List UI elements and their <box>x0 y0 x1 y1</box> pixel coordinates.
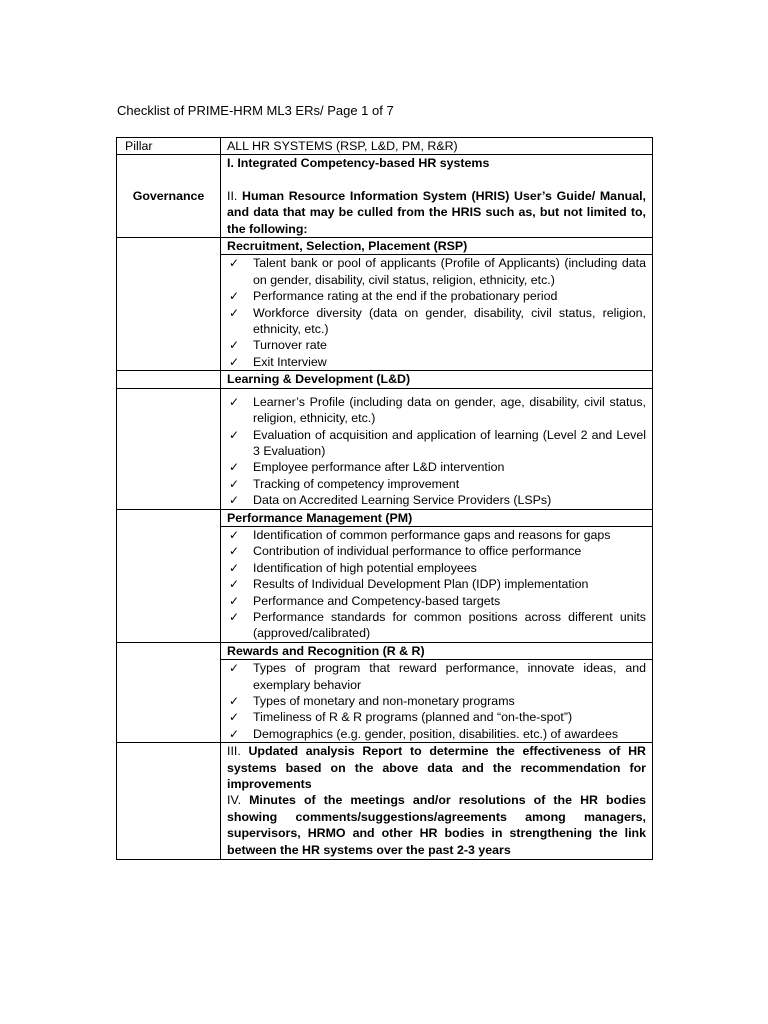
rsp-items-cell <box>221 255 653 371</box>
rr-title: Rewards and Recognition (R & R) <box>221 642 653 659</box>
checkmark-icon: ✓ <box>229 427 240 442</box>
analysis-pillar-cell <box>117 743 221 860</box>
checklist-item <box>227 527 646 543</box>
checklist-item-text: Performance rating at the end if the probationary period <box>253 289 558 304</box>
governance-label: Governance <box>117 155 221 238</box>
checkmark-icon: ✓ <box>229 661 240 676</box>
checklist-item-text: Learner’s Profile (including data on gender, age, disability, civil status, religion, ethnicity, etc.) <box>253 394 646 426</box>
checklist-item-text: Results of Individual Development Plan (IDP) implementation <box>253 577 589 592</box>
checklist-item-text: Identification of high potential employees <box>253 560 477 575</box>
item-4-text: Minutes of the meetings and/or resolutions of the HR bodies showing comments/suggestions/agreements among managers, supervisors, HRMO and other HR bodies in strengthening the link between the HR systems over the past 2-3 years <box>227 793 646 857</box>
checkmark-icon: ✓ <box>229 394 240 409</box>
checklist-item <box>227 593 646 609</box>
checklist-item <box>227 305 646 338</box>
checkmark-icon: ✓ <box>229 593 240 608</box>
checkmark-icon: ✓ <box>229 476 240 491</box>
checklist-item-text: Turnover rate <box>253 338 327 353</box>
checklist-item-text: Performance and Competency-based targets <box>253 593 501 608</box>
checklist-item-text: Employee performance after L&D intervention <box>253 460 505 475</box>
rr-items-cell <box>221 660 653 743</box>
checklist-item-text: Identification of common performance gaps and reasons for gaps <box>253 527 611 542</box>
page-title: Checklist of PRIME-HRM ML3 ERs/ Page 1 of 7 <box>117 103 394 118</box>
ld-title: Learning & Development (L&D) <box>221 371 653 388</box>
checklist-item <box>227 709 646 725</box>
rsp-header-row <box>117 238 653 255</box>
rr-list <box>227 660 646 742</box>
pillar-header: Pillar <box>117 138 221 155</box>
item-2-text: Human Resource Information System (HRIS) User’s Guide/ Manual, and data that may be culled from the HRIS such as, but not limited to, the following: <box>227 188 646 236</box>
table-header-row <box>117 138 653 155</box>
checkmark-icon: ✓ <box>229 305 240 320</box>
checklist-item-text: Demographics (e.g. gender, position, disabilities. etc.) of awardees <box>253 726 619 741</box>
item-3-number: III. <box>227 744 241 759</box>
item-4-number: IV. <box>227 793 242 808</box>
spacer <box>227 172 646 188</box>
checklist-item <box>227 609 646 642</box>
governance-row <box>117 155 653 238</box>
checklist-item <box>227 543 646 559</box>
rsp-pillar-cell <box>117 238 221 371</box>
checkmark-icon: ✓ <box>229 694 240 708</box>
checklist-item-text: Evaluation of acquisition and application of learning (Level 2 and Level 3 Evaluation) <box>253 427 646 458</box>
analysis-content <box>221 743 653 860</box>
ld-pillar-cell-2 <box>117 388 221 509</box>
checklist-item-text: Data on Accredited Learning Service Providers (LSPs) <box>253 493 552 508</box>
checklist-item <box>227 693 646 709</box>
item-1: I. Integrated Competency-based HR systems <box>227 156 490 171</box>
governance-content <box>221 155 653 238</box>
item-3-text: Updated analysis Report to determine the effectiveness of HR systems based on the above data and the recommendation for improvements <box>227 744 647 792</box>
checkmark-icon: ✓ <box>229 338 240 353</box>
checklist-item <box>227 660 646 693</box>
checkmark-icon: ✓ <box>229 256 240 271</box>
rsp-list <box>227 255 646 370</box>
checkmark-icon: ✓ <box>229 460 240 475</box>
checklist-item <box>227 354 646 370</box>
checkmark-icon: ✓ <box>229 577 240 592</box>
checkmark-icon: ✓ <box>229 710 240 725</box>
checklist-item-text: Talent bank or pool of applicants (Profile of Applicants) (including data on gender, disability, civil status, religion, ethnicity, etc.) <box>253 256 646 287</box>
pm-list <box>227 527 646 642</box>
rsp-title: Recruitment, Selection, Placement (RSP) <box>221 238 653 255</box>
item-2 <box>227 188 646 237</box>
checklist-item-text: Workforce diversity (data on gender, disability, civil status, religion, ethnicity, etc.) <box>253 305 646 337</box>
checklist-item-text: Exit Interview <box>253 354 327 369</box>
ld-items-row <box>117 388 653 509</box>
checklist-item <box>227 394 646 427</box>
checklist-item-text: Contribution of individual performance to office performance <box>253 544 582 559</box>
pm-header-row <box>117 509 653 526</box>
checklist-item <box>227 476 646 492</box>
checkmark-icon: ✓ <box>229 354 240 369</box>
checklist-item-text: Types of program that reward performance, innovate ideas, and exemplary behavior <box>253 661 646 692</box>
checkmark-icon: ✓ <box>229 609 240 624</box>
checklist-item-text: Tracking of competency improvement <box>253 476 460 491</box>
checklist-item <box>227 337 646 353</box>
ld-list <box>227 394 646 509</box>
checklist-item <box>227 427 646 460</box>
pm-title: Performance Management (PM) <box>221 509 653 526</box>
checkmark-icon: ✓ <box>229 726 240 741</box>
checklist-item <box>227 255 646 288</box>
ld-header-row <box>117 371 653 388</box>
pm-items-cell <box>221 526 653 642</box>
item-2-number: II. <box>227 188 238 203</box>
checklist-item-text: Timeliness of R & R programs (planned and “on-the-spot”) <box>253 710 573 725</box>
checklist-item <box>227 560 646 576</box>
checklist-item <box>227 576 646 592</box>
item-4 <box>227 792 646 858</box>
checkmark-icon: ✓ <box>229 560 240 575</box>
checklist-item <box>227 726 646 742</box>
checklist-item-text: Types of monetary and non-monetary programs <box>253 694 515 708</box>
checklist-item <box>227 492 646 508</box>
analysis-row <box>117 743 653 860</box>
checkmark-icon: ✓ <box>229 289 240 304</box>
checkmark-icon: ✓ <box>229 493 240 508</box>
rr-pillar-cell <box>117 642 221 742</box>
systems-header: ALL HR SYSTEMS (RSP, L&D, PM, R&R) <box>221 138 653 155</box>
checkmark-icon: ✓ <box>229 544 240 559</box>
ld-items-cell <box>221 388 653 509</box>
checklist-item <box>227 459 646 475</box>
checklist-table <box>116 137 653 860</box>
checklist-item <box>227 288 646 304</box>
item-3 <box>227 743 646 792</box>
checkmark-icon: ✓ <box>229 527 240 542</box>
checklist-item-text: Performance standards for common positions across different units (approved/calibrated) <box>253 609 646 641</box>
pm-pillar-cell <box>117 509 221 642</box>
rr-header-row <box>117 642 653 659</box>
ld-pillar-cell <box>117 371 221 388</box>
